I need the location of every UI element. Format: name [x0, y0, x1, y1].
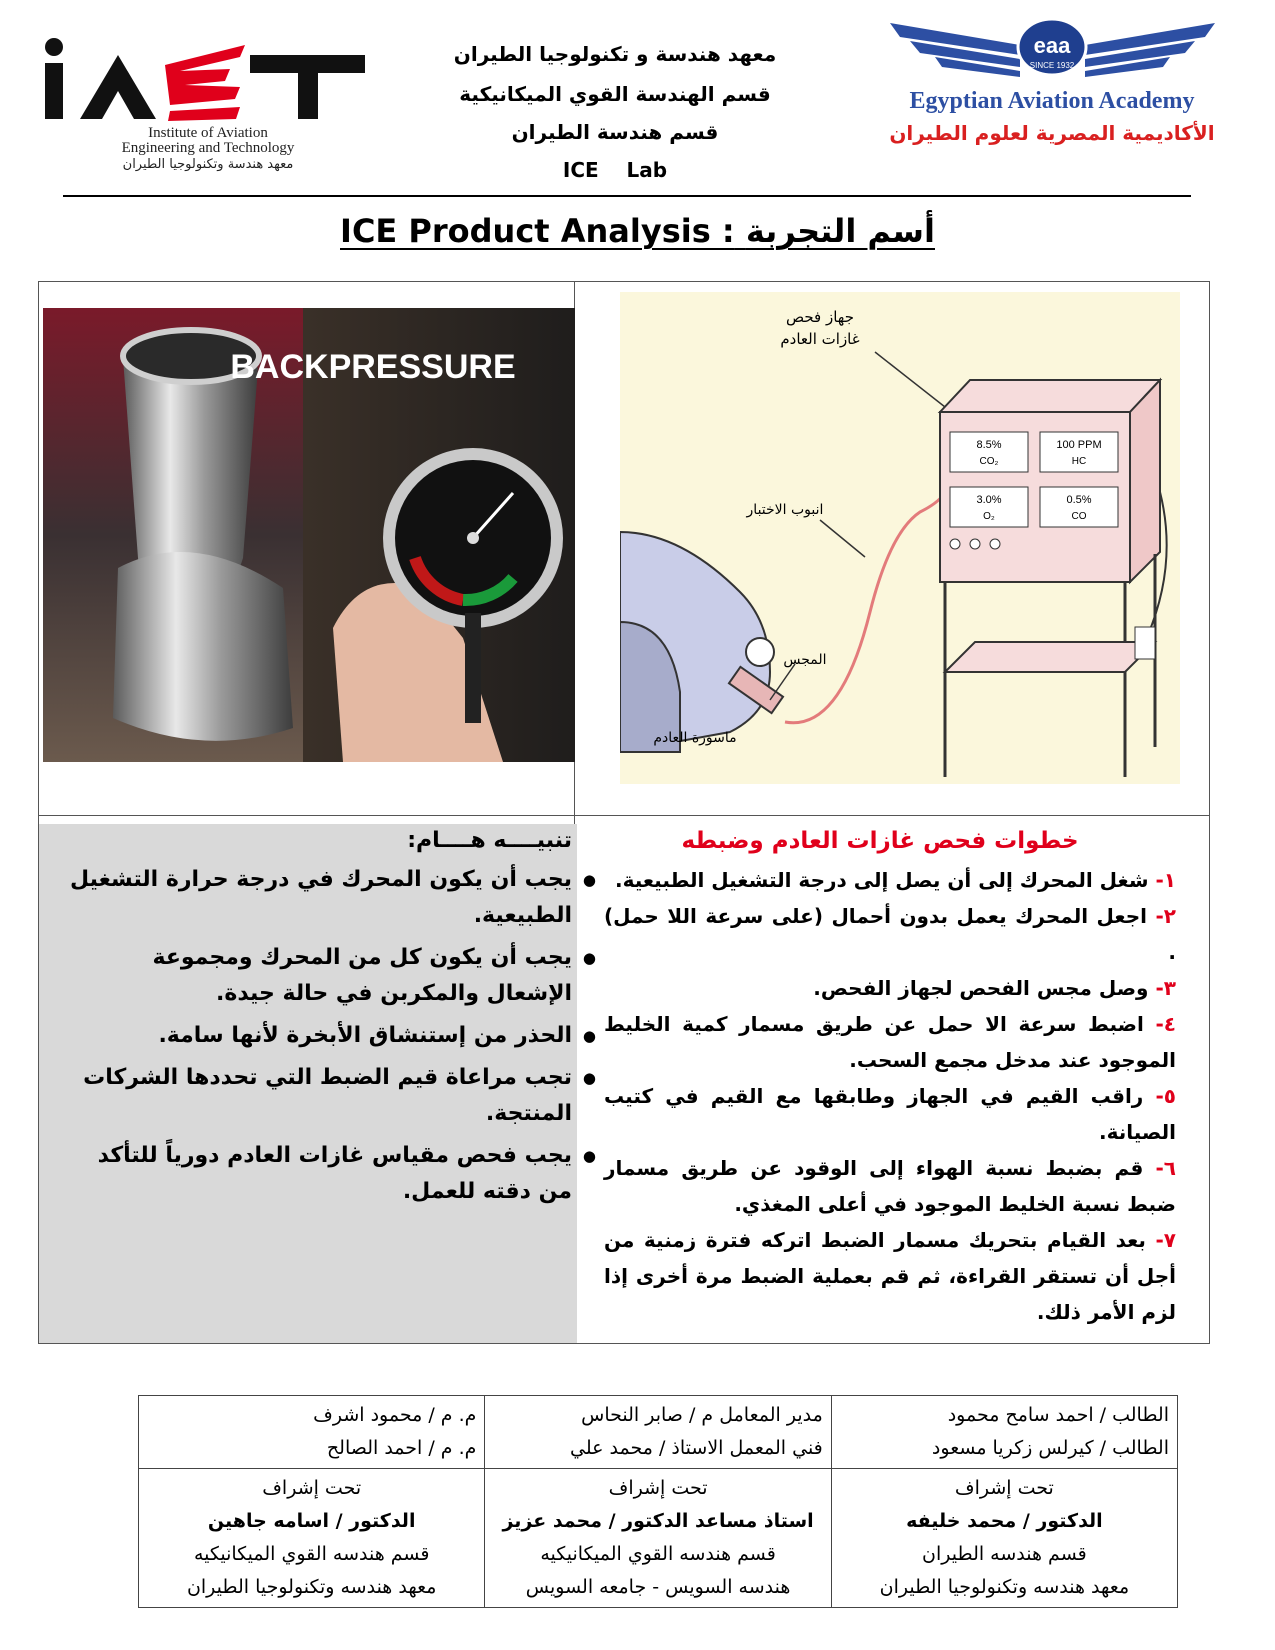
notes-list [60, 862, 600, 1216]
label-analyzer: جهاز فحص [786, 308, 854, 326]
step-item [604, 1078, 1176, 1150]
note-item: ● الحذر من إستنشاق الأبخرة لأنها سامة. [60, 1018, 572, 1054]
signature-table [138, 1395, 1178, 1608]
photo-caption: BACKPRESSURE [230, 348, 516, 386]
step-item [604, 970, 1176, 1006]
exhaust-analyzer-diagram [620, 292, 1180, 784]
eaa-logo [880, 15, 1225, 165]
header-divider [63, 195, 1191, 197]
supervisor-label: تحت إشراف [954, 1477, 1054, 1499]
institute-line-2: قسم الهندسة القوي الميكانيكية [459, 82, 771, 106]
eaa-logo-arabic: الأكاديمية المصرية لعلوم الطيران [889, 121, 1215, 145]
supervisor-org: معهد هندسه وتكنولوجيا الطيران [879, 1576, 1130, 1598]
students-cell [831, 1396, 1177, 1469]
step-text: راقب القيم في الجهاز وطابقها مع القيم في كتيب الصيانة. [604, 1084, 1176, 1144]
readout-co2-value: 8.5% [976, 439, 1002, 451]
step-text: بعد القيام بتحريك مسمار الضبط اتركه فترة زمنية من أجل أن تستقر القراءة، ثم قم بعملية الضبط مرة أخرى إذا لزم الأمر ذلك. [604, 1228, 1176, 1324]
note-item: ● يجب فحص مقياس غازات العادم دورياً للتأكد من دقته للعمل. [60, 1138, 572, 1210]
supervisor-org: معهد هندسه وتكنولوجيا الطيران [186, 1576, 437, 1598]
lab-staff-name: فني المعمل الاستاذ / محمد علي [570, 1437, 823, 1459]
supervisor-dept: قسم هندسه الطيران [922, 1543, 1087, 1565]
step-number: ٥- [1155, 1084, 1176, 1108]
step-item [604, 1006, 1176, 1078]
signature-row-team [139, 1396, 1178, 1469]
iaet-logo-line2: Engineering and Technology [121, 140, 295, 156]
iaet-logo-line3: معهد هندسة وتكنولوجيا الطيران [122, 157, 294, 172]
supervisor-label: تحت إشراف [608, 1477, 708, 1499]
engineers-cell [139, 1396, 485, 1469]
student-name: الطالب / كيرلس زكريا مسعود [931, 1437, 1169, 1459]
readout-co-value: 0.5% [1066, 494, 1092, 506]
supervisor-cell [831, 1469, 1177, 1608]
step-item [604, 1222, 1176, 1330]
readout-o2-value: 3.0% [976, 494, 1002, 506]
step-text: اضبط سرعة الا حمل عن طريق مسمار كمية الخليط الموجود عند مدخل مجمع السحب. [604, 1012, 1176, 1072]
readout-co2-unit: CO₂ [979, 456, 999, 467]
iaet-logo [40, 25, 375, 175]
lab-staff-cell [485, 1396, 831, 1469]
label-analyzer-2: غازات العادم [780, 330, 860, 348]
step-text: قم بضبط نسبة الهواء إلى الوقود عن طريق مسمار ضبط نسبة الخليط الموجود في أعلى المغذي. [604, 1156, 1176, 1216]
supervisor-name: استاذ مساعد الدكتور / محمد عزيز [502, 1510, 814, 1532]
title-english: ICE Product Analysis : [340, 212, 735, 250]
note-item: ● تجب مراعاة قيم الضبط التي تحددها الشركات المنتجة. [60, 1060, 572, 1132]
label-probe: المجس [783, 652, 827, 668]
grid-horizontal-divider [38, 815, 1210, 816]
eaa-logo-since: SINCE 1932 [1029, 61, 1075, 70]
backpressure-photo [43, 308, 575, 762]
supervisor-cell [485, 1469, 831, 1608]
readout-o2-unit: O₂ [983, 511, 995, 522]
supervisor-name: الدكتور / محمد خليفه [906, 1510, 1103, 1532]
supervisor-cell [139, 1469, 485, 1608]
step-number: ٦- [1155, 1156, 1176, 1180]
supervisor-label: تحت إشراف [262, 1477, 362, 1499]
step-text: شغل المحرك إلى أن يصل إلى درجة التشغيل الطبيعية. [614, 868, 1156, 892]
readout-hc-unit: HC [1071, 456, 1087, 467]
engineer-name: م. م / محمود اشرف [313, 1404, 477, 1426]
student-name: الطالب / احمد سامح محمود [947, 1404, 1169, 1426]
steps-list [604, 862, 1176, 1330]
notes-title: تنبيــــه هــــام: [407, 828, 572, 853]
step-number: ٧- [1155, 1228, 1176, 1252]
supervisor-name: الدكتور / اسامه جاهين [207, 1510, 416, 1532]
engineer-name: م. م / احمد الصالح [326, 1437, 477, 1459]
lab-staff-name: مدير المعامل م / صابر النحاس [581, 1404, 823, 1426]
step-item [604, 898, 1176, 970]
supervisor-org: هندسه السويس - جامعه السويس [525, 1576, 791, 1598]
supervisor-dept: قسم هندسه القوي الميكانيكيه [540, 1543, 776, 1565]
step-text: وصل مجس الفحص لجهاز الفحص. [813, 976, 1156, 1000]
page-title [0, 212, 1275, 250]
step-text: اجعل المحرك يعمل بدون أحمال (على سرعة اللا حمل) . [604, 904, 1176, 964]
step-item [604, 862, 1176, 898]
step-item [604, 1150, 1176, 1222]
institute-line-3: قسم هندسة الطيران [511, 120, 719, 144]
step-number: ١- [1155, 868, 1176, 892]
supervisor-dept: قسم هندسه القوي الميكانيكيه [193, 1543, 430, 1565]
readout-hc-value: 100 PPM [1056, 439, 1102, 451]
title-arabic: أسم التجربة [745, 212, 935, 250]
label-hose: انبوب الاختبار [746, 502, 824, 518]
note-item: ● يجب أن يكون كل من المحرك ومجموعة الإشعال والمكربن في حالة جيدة. [60, 940, 572, 1012]
note-item: ● يجب أن يكون المحرك في درجة حرارة التشغيل الطبيعية. [60, 862, 572, 934]
signature-row-supervisors [139, 1469, 1178, 1608]
step-number: ٤- [1155, 1012, 1176, 1036]
eaa-logo-english: Egyptian Aviation Academy [909, 88, 1195, 114]
step-number: ٢- [1155, 904, 1176, 928]
lab-name: ICE Lab [562, 158, 668, 182]
iaet-logo-line1: Institute of Aviation [148, 125, 268, 141]
readout-co-unit: CO [1071, 511, 1087, 522]
steps-title: خطوات فحص غازات العادم وضبطه [681, 828, 1079, 854]
eaa-logo-mark: eaa [1033, 33, 1071, 58]
step-number: ٣- [1155, 976, 1176, 1000]
institute-line-1: معهد هندسة و تكنولوجيا الطيران [453, 42, 777, 66]
label-tailpipe: ماسورة العادم [653, 730, 737, 746]
